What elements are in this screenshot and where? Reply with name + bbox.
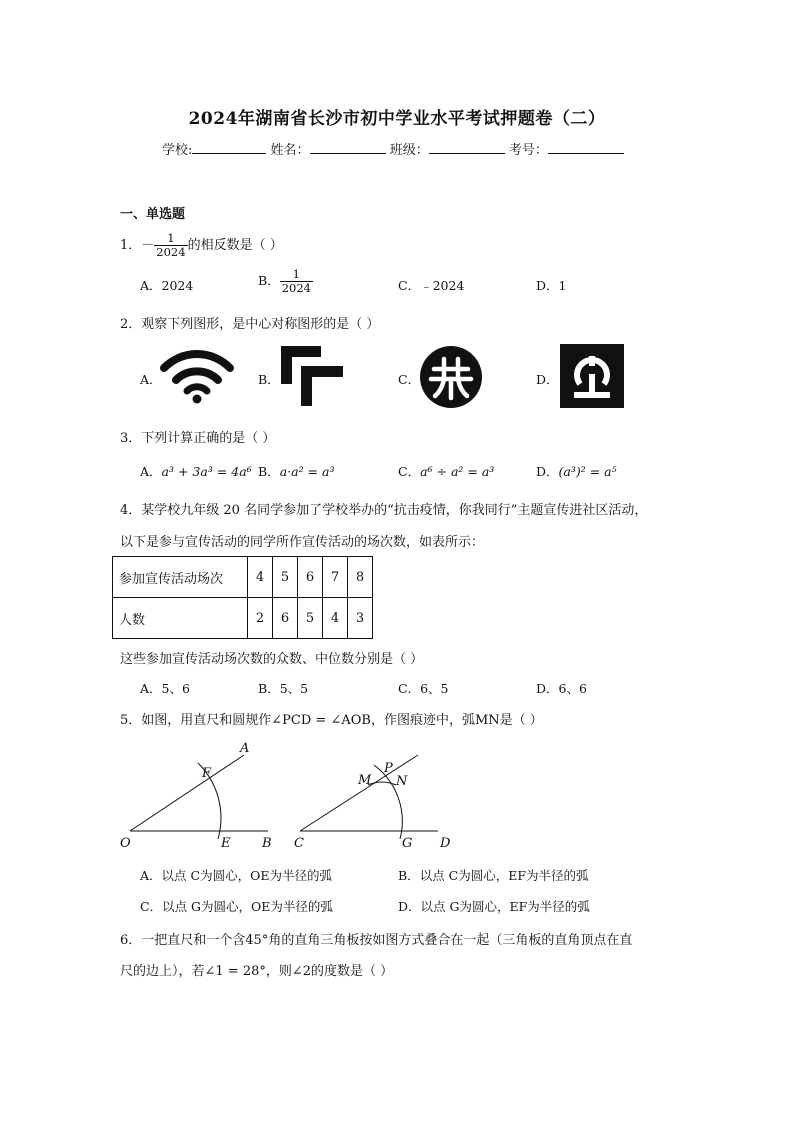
table-cell: 4: [248, 557, 273, 598]
option-text: 以点 G为圆心，OE为半径的弧: [162, 899, 333, 914]
label-g: G: [402, 836, 413, 851]
q5-option-a[interactable]: [140, 866, 332, 884]
wifi-icon: [160, 346, 234, 406]
q1-frac-num: 1: [154, 232, 187, 246]
table-cell: 5: [298, 598, 323, 639]
option-text: (a³)² = a⁵: [558, 464, 617, 479]
option-text: 以点 C为圆心，EF为半径的弧: [419, 868, 589, 883]
corner-brackets-icon: [281, 346, 343, 406]
q1-option-b[interactable]: [258, 268, 313, 295]
table-cell: 8: [348, 557, 373, 598]
question-number: 3．: [120, 431, 142, 446]
question-number: 1．: [120, 238, 142, 253]
q4-option-c[interactable]: [398, 679, 448, 697]
q4-question-text: 这些参加宣传活动场次数的众数、中位数分别是（ ）: [120, 652, 424, 667]
option-label: B．: [258, 273, 280, 288]
q3-text: 下列计算正确的是（ ）: [141, 431, 276, 446]
label-c: C: [294, 836, 304, 851]
option-text: 以点 G为圆心，EF为半径的弧: [420, 899, 590, 914]
frac-den: 2024: [281, 281, 311, 295]
q3-option-a[interactable]: [140, 462, 252, 480]
q1-frac-den: 2024: [156, 245, 186, 259]
q3-option-b[interactable]: [258, 462, 334, 480]
q1-option-c[interactable]: [398, 276, 464, 294]
table-cell: 6: [298, 557, 323, 598]
q1-option-b-fraction: [280, 268, 313, 295]
table-cell: 6: [273, 598, 298, 639]
option-text: 6、5: [420, 681, 449, 696]
question-6: [120, 929, 632, 948]
q6-line-1: 一把直尺和一个含45°角的直角三角板按如图方式叠合在一起（三角板的直角顶点在直: [141, 933, 633, 948]
table-cell: 5: [273, 557, 298, 598]
question-number: 4．: [120, 503, 142, 518]
table-cell: 7: [323, 557, 348, 598]
q4-option-a[interactable]: [140, 679, 190, 697]
label-m: M: [358, 773, 372, 788]
q3-option-c[interactable]: [398, 462, 494, 480]
option-text: a³ + 3a³ = 4a⁶: [161, 464, 252, 479]
name-blank: [310, 140, 386, 154]
option-label: A．: [140, 464, 162, 479]
label-n: N: [396, 774, 408, 789]
table-header-cell: 参加宣传活动场次: [113, 557, 248, 598]
q2-option-c-label[interactable]: C．: [398, 372, 421, 387]
metro-logo-icon: [420, 346, 482, 408]
q5-option-c[interactable]: [140, 897, 333, 915]
frac-num: 1: [280, 268, 313, 282]
option-text: 以点 C为圆心，OE为半径的弧: [161, 868, 332, 883]
q2-text: 观察下列图形，是中心对称图形的是（ ）: [141, 317, 380, 332]
option-text: a·a² = a³: [279, 464, 335, 479]
table-row: [113, 557, 373, 598]
q1-option-a[interactable]: [140, 276, 193, 294]
student-info-line: [162, 139, 624, 158]
option-text: 1: [558, 278, 567, 293]
option-text: 5、5: [279, 681, 309, 696]
q6-line-2: 尺的边上），若∠1 = 28°，则∠2的度数是（ ）: [120, 964, 394, 979]
option-text: 6、6: [558, 681, 587, 696]
option-label: B．: [258, 464, 280, 479]
option-label: D．: [536, 464, 559, 479]
option-label: D．: [398, 899, 421, 914]
q5-option-d[interactable]: [398, 897, 590, 915]
label-d: D: [440, 836, 451, 851]
ray-oa: [130, 755, 244, 831]
question-number: 6．: [120, 933, 142, 948]
table-cell: 4: [323, 598, 348, 639]
q2-option-a-label[interactable]: A．: [140, 372, 162, 387]
option-text: a⁶ ÷ a² = a³: [420, 464, 495, 479]
option-label: D．: [536, 278, 559, 293]
q3-option-d[interactable]: [536, 462, 617, 480]
q4-line-2: 以下是参与宣传活动的同学所作宣传活动的场次数，如表所示：: [120, 535, 485, 550]
question-2: [120, 313, 379, 332]
label-e: E: [221, 836, 231, 851]
q1-fraction: [154, 232, 187, 259]
option-label: C．: [398, 464, 421, 479]
q1-sign: －: [141, 238, 155, 253]
page-title: 2024年湖南省长沙市初中学业水平考试押题卷（二）: [188, 109, 606, 129]
question-3: [120, 427, 275, 446]
table-header-cell: 人数: [113, 598, 248, 639]
school-blank: [192, 140, 266, 154]
option-label: A．: [140, 868, 162, 883]
ray-cp: [300, 755, 418, 831]
railway-logo-icon: [560, 344, 624, 408]
label-a: A: [240, 741, 250, 756]
label-p: P: [384, 761, 393, 776]
q4-option-d[interactable]: [536, 679, 587, 697]
q1-option-d[interactable]: [536, 276, 566, 294]
q2-option-d-label[interactable]: D．: [536, 372, 559, 387]
table-cell: 2: [248, 598, 273, 639]
question-4: [120, 499, 647, 518]
q4-data-table: [112, 556, 373, 639]
question-number: 5．: [120, 713, 142, 728]
school-label: 学校:: [162, 143, 193, 158]
q4-option-b[interactable]: [258, 679, 308, 697]
option-text: ﹣2024: [420, 278, 465, 293]
name-label: 姓名：: [270, 143, 310, 158]
option-label: C．: [140, 899, 163, 914]
option-label: D．: [536, 681, 559, 696]
q5-geometry-figure: [110, 735, 470, 853]
q1-text: 的相反数是（ ）: [187, 238, 283, 253]
question-1: [120, 232, 283, 259]
label-b: B: [262, 836, 272, 851]
label-o: O: [120, 836, 131, 851]
option-text: 2024: [161, 278, 194, 293]
q5-option-b[interactable]: [398, 866, 589, 884]
table-cell: 3: [348, 598, 373, 639]
class-label: 班级：: [389, 143, 429, 158]
exam-no-blank: [548, 140, 624, 154]
table-row: [113, 598, 373, 639]
q4-line-1: 某学校九年级 20 名同学参加了学校举办的“抗击疫情，你我同行”主题宣传进社区活动，: [141, 503, 648, 518]
exam-no-label: 考号：: [508, 143, 548, 158]
option-label: A．: [140, 278, 162, 293]
option-text: 5、6: [161, 681, 190, 696]
option-label: C．: [398, 278, 421, 293]
question-5: [120, 709, 543, 728]
option-label: B．: [258, 681, 280, 696]
label-f: F: [202, 766, 212, 781]
q2-option-b-label[interactable]: B．: [258, 372, 280, 387]
option-label: C．: [398, 681, 421, 696]
question-number: 2．: [120, 317, 142, 332]
q5-text: 如图，用直尺和圆规作∠PCD = ∠AOB，作图痕迹中，弧MN是（ ）: [141, 713, 543, 728]
section-title: 一、单选题: [120, 207, 186, 222]
class-blank: [429, 140, 505, 154]
option-label: B．: [398, 868, 420, 883]
option-label: A．: [140, 681, 162, 696]
